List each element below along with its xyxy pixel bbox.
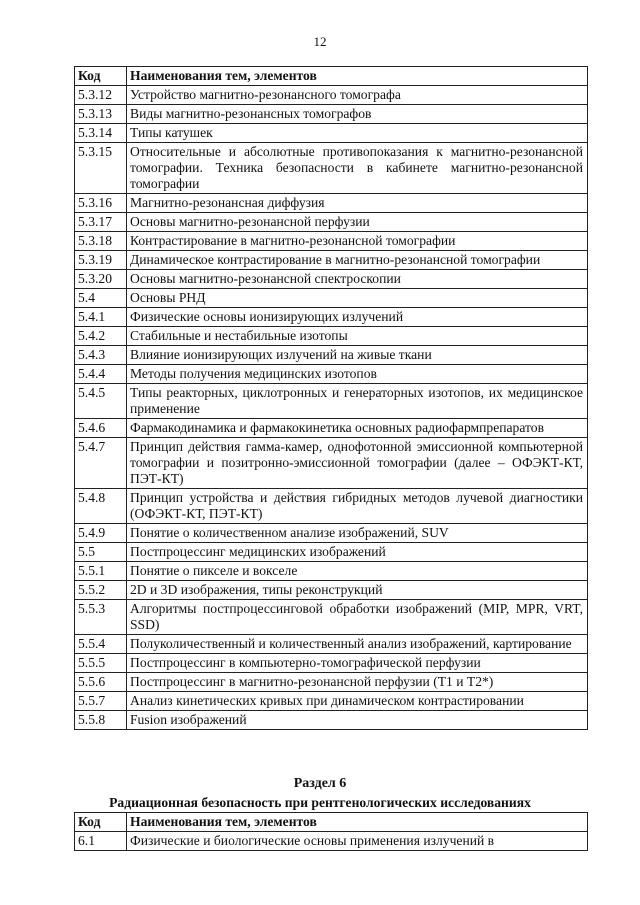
row-code: 5.3.13 [75, 105, 127, 124]
table-row [75, 489, 588, 524]
row-name: Фармакодинамика и фармакокинетика основных радиофармпрепаратов [127, 419, 588, 438]
table-row [75, 232, 588, 251]
row-code: 5.4.1 [75, 308, 127, 327]
row-name: Основы магнитно-резонансной спектроскопии [127, 270, 588, 289]
table-row [75, 832, 588, 851]
table-row [75, 635, 588, 654]
row-name: Алгоритмы постпроцессинговой обработки изображений (MIP, MPR, VRT, SSD) [127, 600, 588, 635]
table-row [75, 308, 588, 327]
row-name: Устройство магнитно-резонансного томографа [127, 86, 588, 105]
row-name: Виды магнитно-резонансных томографов [127, 105, 588, 124]
table-row [75, 194, 588, 213]
row-code: 5.4.3 [75, 346, 127, 365]
row-code: 5.3.14 [75, 124, 127, 143]
row-name: Постпроцессинг в компьютерно-томографической перфузии [127, 654, 588, 673]
table-row [75, 673, 588, 692]
table-row [75, 86, 588, 105]
table-row [75, 692, 588, 711]
row-code: 5.3.18 [75, 232, 127, 251]
row-name: Магнитно-резонансная диффузия [127, 194, 588, 213]
row-code: 5.5.2 [75, 581, 127, 600]
table-row [75, 346, 588, 365]
row-name: Основы РНД [127, 289, 588, 308]
section-title: Раздел 6 [293, 776, 347, 791]
table-row [75, 419, 588, 438]
header-code: Код [75, 67, 127, 86]
table-row [75, 105, 588, 124]
row-name: Понятие о пикселе и вокселе [127, 562, 588, 581]
row-code: 5.4.9 [75, 524, 127, 543]
row-name: Физические и биологические основы применения излучений в [127, 832, 588, 851]
row-name: Понятие о количественном анализе изображений, SUV [127, 524, 588, 543]
table-row [75, 600, 588, 635]
table-row [75, 124, 588, 143]
header-name: Наименования тем, элементов [127, 67, 588, 86]
row-code: 5.3.20 [75, 270, 127, 289]
row-code: 5.4.6 [75, 419, 127, 438]
table-row [75, 562, 588, 581]
row-code: 5.5.7 [75, 692, 127, 711]
table-row [75, 270, 588, 289]
row-name: Динамическое контрастирование в магнитно-резонансной томографии [127, 251, 588, 270]
row-code: 5.5.8 [75, 711, 127, 730]
table-row [75, 365, 588, 384]
header-code: Код [75, 813, 127, 832]
row-name: Принцип устройства и действия гибридных методов лучевой диагностики (ОФЭКТ-КТ, ПЭТ-КТ) [127, 489, 588, 524]
row-name: Постпроцессинг в магнитно-резонансной перфузии (T1 и T2*) [127, 673, 588, 692]
table-header-row [75, 67, 588, 86]
row-code: 5.3.12 [75, 86, 127, 105]
table-header-row [75, 813, 588, 832]
row-name: Полуколичественный и количественный анализ изображений, картирование [127, 635, 588, 654]
row-code: 5.5.6 [75, 673, 127, 692]
row-code: 5.5.1 [75, 562, 127, 581]
table-row [75, 289, 588, 308]
section6-table [74, 812, 588, 851]
row-name: Анализ кинетических кривых при динамическом контрастировании [127, 692, 588, 711]
row-code: 5.5 [75, 543, 127, 562]
table-row [75, 251, 588, 270]
row-code: 5.4.5 [75, 384, 127, 419]
row-code: 5.5.4 [75, 635, 127, 654]
row-code: 5.3.15 [75, 143, 127, 194]
row-name: Основы магнитно-резонансной перфузии [127, 213, 588, 232]
row-code: 5.4.7 [75, 438, 127, 489]
table-row [75, 384, 588, 419]
row-name: Контрастирование в магнитно-резонансной томографии [127, 232, 588, 251]
table-row [75, 438, 588, 489]
row-code: 5.5.5 [75, 654, 127, 673]
row-name: Методы получения медицинских изотопов [127, 365, 588, 384]
row-code: 5.3.16 [75, 194, 127, 213]
table-row [75, 143, 588, 194]
header-name: Наименования тем, элементов [127, 813, 588, 832]
row-name: Физические основы ионизирующих излучений [127, 308, 588, 327]
row-code: 5.4.4 [75, 365, 127, 384]
row-name: Относительные и абсолютные противопоказания к магнитно-резонансной томографии. Техника безопасности в кабинете магнитно-резонансной томографии [127, 143, 588, 194]
row-name: Стабильные и нестабильные изотопы [127, 327, 588, 346]
table-row [75, 543, 588, 562]
row-name: Fusion изображений [127, 711, 588, 730]
row-name: 2D и 3D изображения, типы реконструкций [127, 581, 588, 600]
table-row [75, 213, 588, 232]
row-name: Влияние ионизирующих излучений на живые ткани [127, 346, 588, 365]
row-code: 5.4.8 [75, 489, 127, 524]
section-subtitle: Радиационная безопасность при рентгенологических исследованиях [109, 795, 531, 810]
row-code: 6.1 [75, 832, 127, 851]
row-code: 5.5.3 [75, 600, 127, 635]
row-code: 5.3.17 [75, 213, 127, 232]
table-row [75, 654, 588, 673]
table-row [75, 711, 588, 730]
row-name: Типы реакторных, циклотронных и генераторных изотопов, их медицинское применение [127, 384, 588, 419]
row-code: 5.4 [75, 289, 127, 308]
row-code: 5.3.19 [75, 251, 127, 270]
table-row [75, 581, 588, 600]
row-name: Типы катушек [127, 124, 588, 143]
row-name: Принцип действия гамма-камер, однофотонной эмиссионной компьютерной томографии и позитронно-эмиссионной томографии (далее – ОФЭКТ-КТ, ПЭТ-КТ) [127, 438, 588, 489]
table-row [75, 524, 588, 543]
topics-table [74, 66, 588, 730]
row-code: 5.4.2 [75, 327, 127, 346]
table-row [75, 327, 588, 346]
page-number: 12 [313, 34, 327, 49]
row-name: Постпроцессинг медицинских изображений [127, 543, 588, 562]
